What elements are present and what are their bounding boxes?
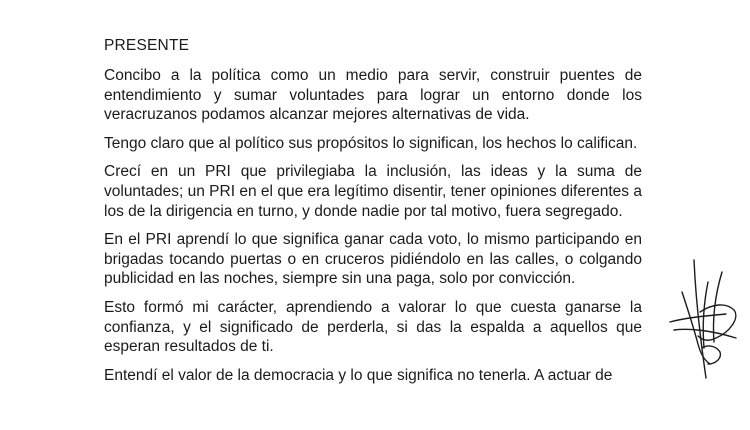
cut-off-heading-fragment xyxy=(104,0,184,4)
paragraph-4: En el PRI aprendí lo que significa ganar cada voto, lo mismo participando en brigadas tocando puertas o en cruceros pidiéndolo en las calles, o colgando publicidad en las noches, siempre sin una paga, solo por convicción. xyxy=(104,231,642,288)
handwritten-signature xyxy=(664,252,744,382)
salutation: PRESENTE xyxy=(104,37,190,54)
paragraph-1: Concibo a la política como un medio para servir, construir puentes de entendimiento y sumar voluntades para lograr un entorno donde los veracruzanos podamos alcanzar mejores alternativas de vida. xyxy=(104,67,642,124)
letter-body xyxy=(104,36,642,404)
paragraph-2: Tengo claro que al político sus propósitos lo significan, los hechos lo califican. xyxy=(104,134,638,152)
paragraph-6: Entendí el valor de la democracia y lo que significa no tenerla. A actuar de xyxy=(104,366,613,384)
paragraph-3: Crecí en un PRI que privilegiaba la inclusión, las ideas y la suma de voluntades; un PRI en el que era legítimo disentir, tener opiniones diferentes a los de la dirigencia en turno, y donde nadie por tal motivo, fuera segregado. xyxy=(104,163,642,220)
paragraph-5: Esto formó mi carácter, aprendiendo a valorar lo que cuesta ganarse la confianza, y el significado de perderla, si das la espalda a aquellos que esperan resultados de ti. xyxy=(104,298,642,356)
